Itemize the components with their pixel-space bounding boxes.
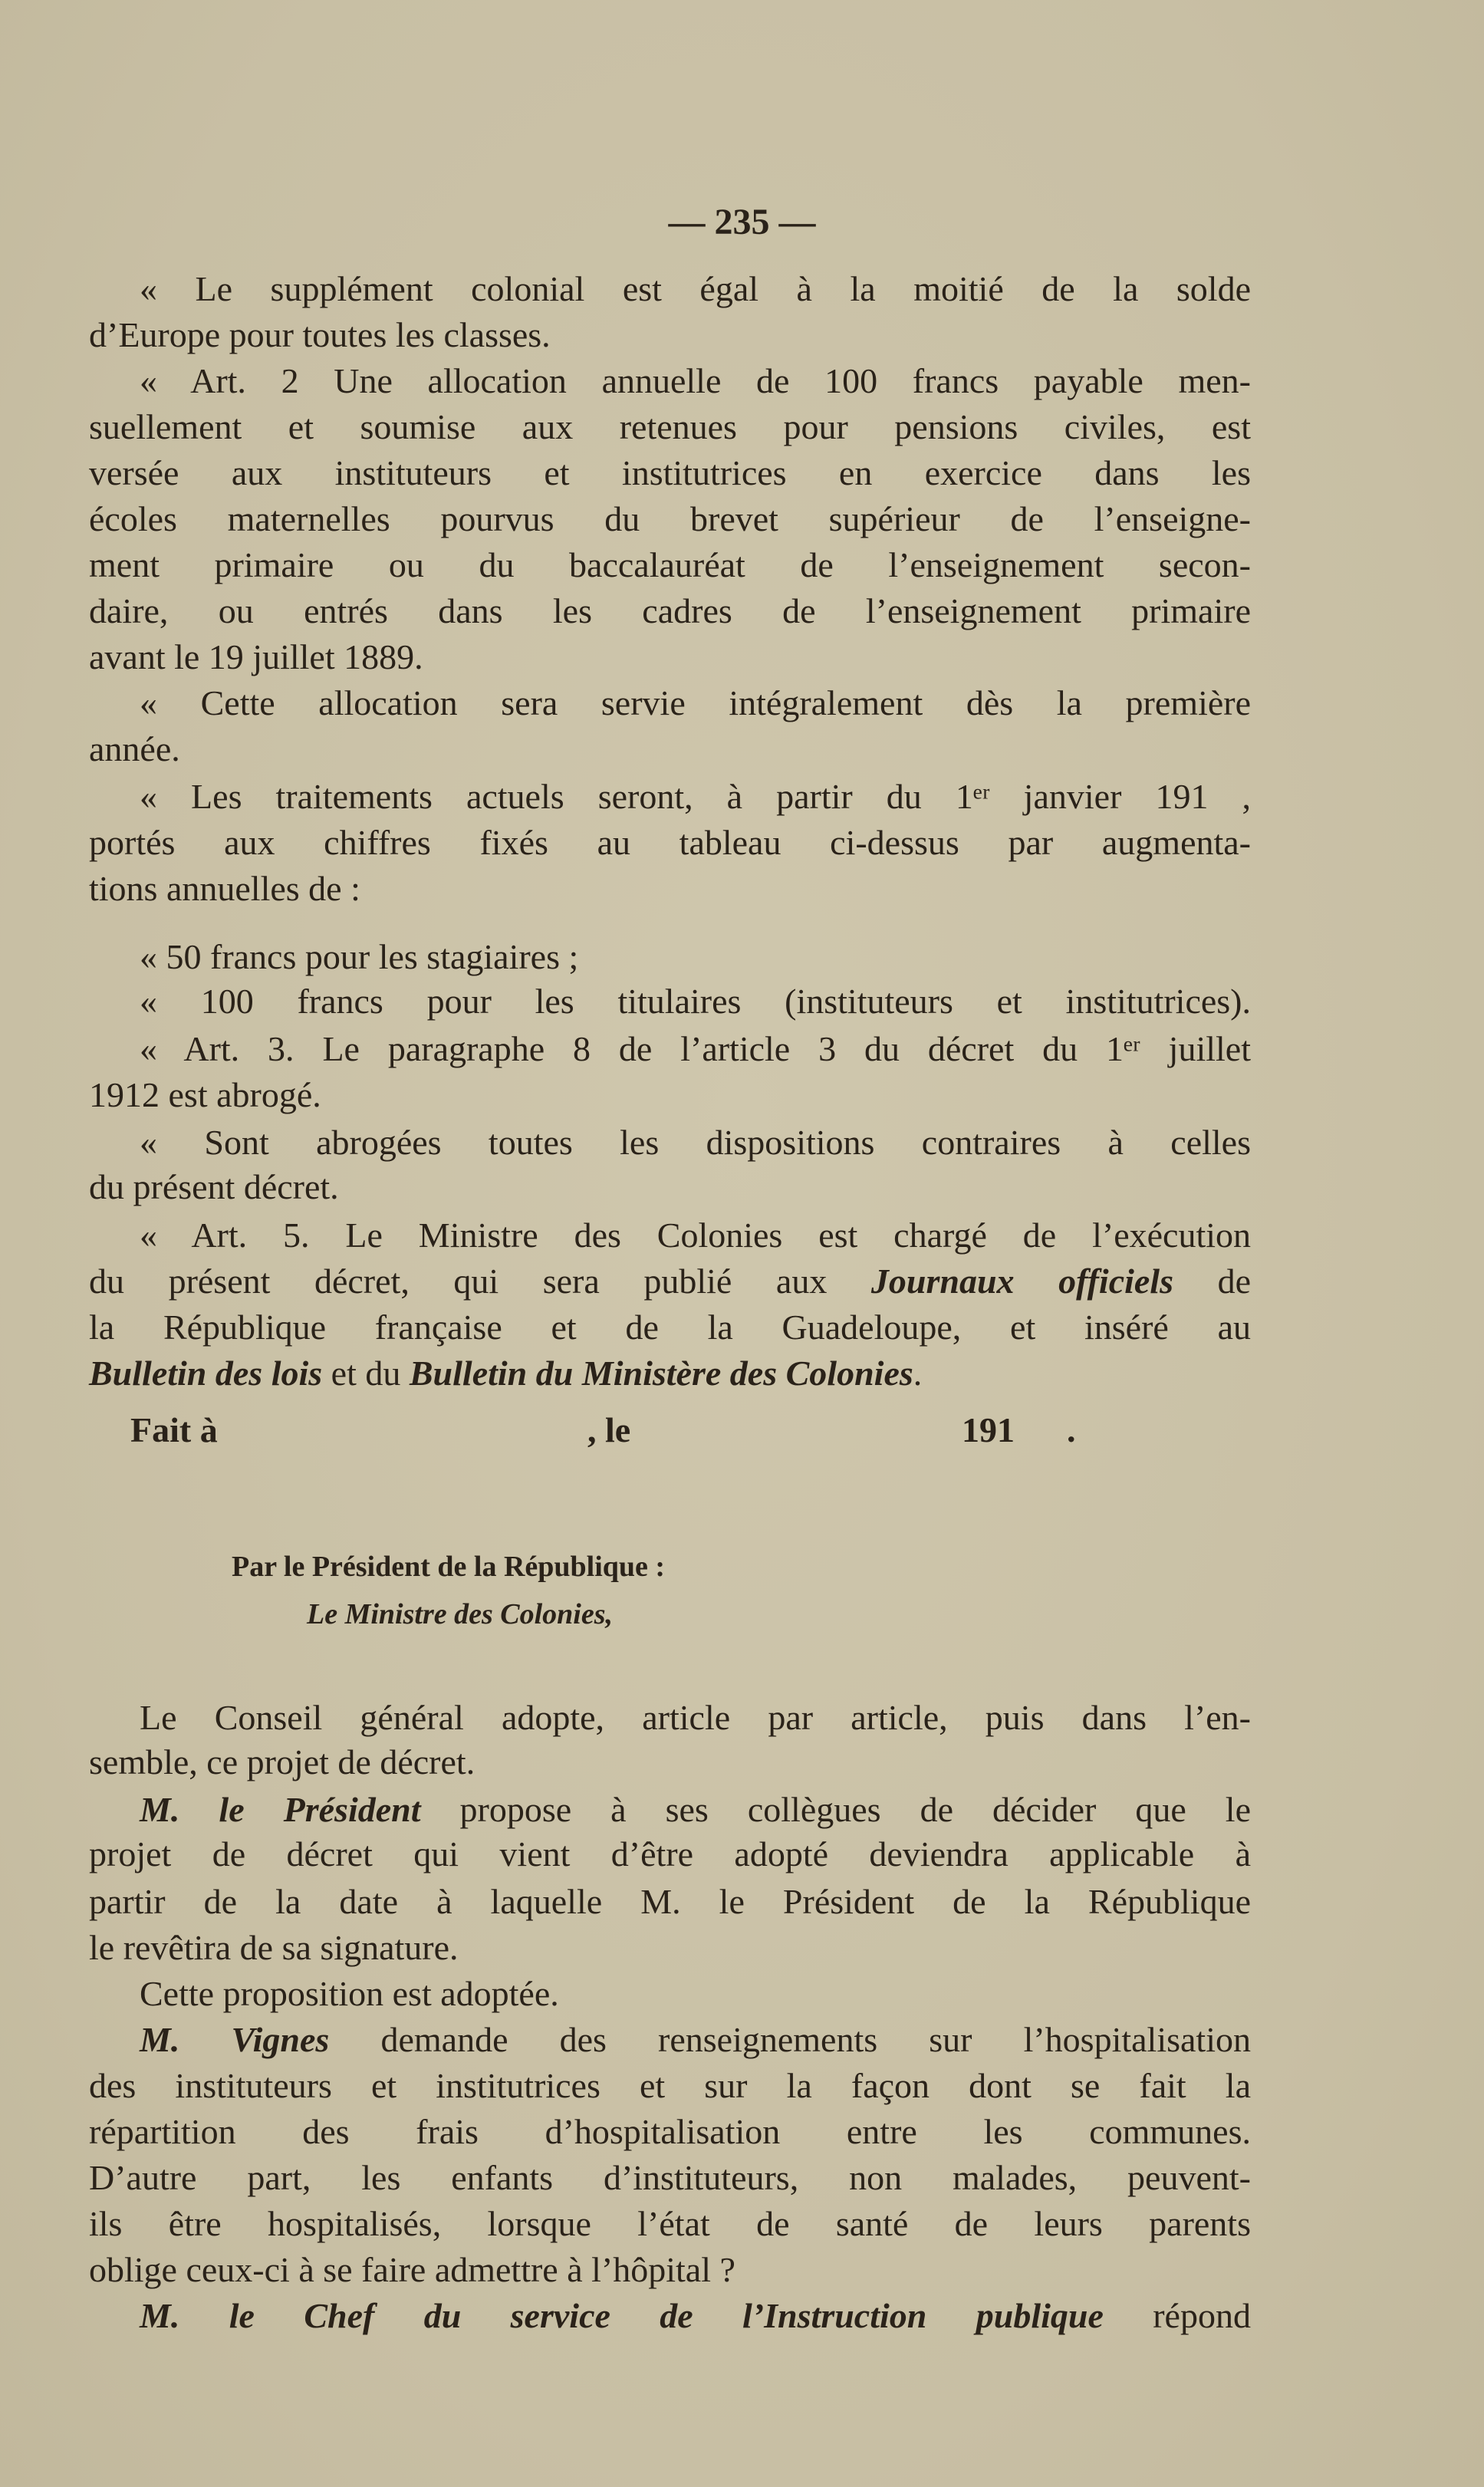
text-segment: « Art. 2 Une allocation annuelle de 100 francs payable men- [140, 361, 1251, 400]
text-line [140, 1028, 1251, 1071]
text-line [89, 590, 1251, 633]
text-line [140, 980, 1251, 1023]
text-line [89, 1926, 1251, 1969]
text-segment: « Art. 5. Le Ministre des Colonies est chargé de l’exécution [140, 1216, 1251, 1255]
text-line [140, 2295, 1251, 2337]
text-line [89, 2156, 1251, 2199]
text-segment: « Cette allocation sera servie intégralement dès la première [140, 683, 1251, 722]
text-line [89, 2202, 1251, 2245]
text-segment: écoles maternelles pourvus du brevet supérieur de l’enseigne- [89, 499, 1251, 538]
text-line [140, 360, 1251, 403]
signature-line [232, 1545, 1394, 1588]
text-segment: du présent décret. [89, 1167, 339, 1206]
text-line [140, 2018, 1251, 2061]
text-line [140, 936, 1251, 979]
italic-segment: Bulletin des lois [89, 1354, 323, 1393]
text-segment: 1912 est abrogé. [89, 1075, 321, 1114]
text-segment: versée aux instituteurs et institutrices en exercice dans les [89, 453, 1251, 492]
text-segment: la République française et de la Guadeloupe, et inséré au [89, 1308, 1251, 1347]
text-segment: D’autre part, les enfants d’instituteurs, non malades, peuvent- [89, 2158, 1251, 2197]
text-line [140, 682, 1251, 725]
text-segment: d’Europe pour toutes les classes. [89, 315, 551, 354]
text-segment: . [913, 1354, 923, 1393]
text-segment: demande des renseignements sur l’hospitalisation [329, 2020, 1251, 2059]
text-segment: daire, ou entrés dans les cadres de l’enseignement primaire [89, 591, 1251, 630]
text-segment: tions annuelles de : [89, 869, 360, 908]
text-segment: et du [322, 1354, 410, 1393]
fait-a-segment: , le [587, 1410, 631, 1449]
italic-segment: M. le Chef du service de l’Instruction publique [140, 2296, 1104, 2335]
italic-segment: Le Ministre des Colonies, [307, 1598, 614, 1630]
text-line [89, 1306, 1251, 1349]
text-line [89, 1833, 1251, 1876]
text-line [89, 821, 1251, 864]
fait-a-segment: Fait à [130, 1410, 218, 1449]
text-segment: année. [89, 729, 180, 768]
text-segment: Cette proposition est adoptée. [140, 1974, 559, 2013]
text-line [140, 1214, 1251, 1257]
text-segment: répond [1103, 2296, 1251, 2335]
text-line [140, 1788, 1251, 1831]
text-segment: propose à ses collègues de décider que le [420, 1790, 1251, 1829]
text-segment: le revêtira de sa signature. [89, 1928, 459, 1967]
italic-segment: Journaux officiels [870, 1262, 1173, 1301]
italic-segment: M. Vignes [140, 2020, 330, 2059]
fait-a-segment: 191 [962, 1410, 1015, 1449]
text-line [140, 775, 1251, 818]
text-segment: Le Conseil général adopte, article par article, puis dans l’en- [140, 1698, 1251, 1737]
text-segment: répartition des frais d’hospitalisation entre les communes. [89, 2112, 1251, 2151]
text-line [89, 867, 1251, 910]
text-segment: du présent décret, qui sera publié aux [89, 1262, 871, 1301]
text-segment: avant le 19 juillet 1889. [89, 637, 423, 676]
text-segment: « Sont abrogées toutes les dispositions contraires à celles [140, 1123, 1251, 1162]
text-line [89, 498, 1251, 541]
text-line [89, 1880, 1251, 1923]
text-segment: partir de la date à laquelle M. le Président de la République [89, 1882, 1251, 1921]
text-line [89, 1352, 1251, 1395]
fait-a-segment: . [1067, 1410, 1076, 1449]
text-segment: ment primaire ou du baccalauréat de l’enseignement secon- [89, 545, 1251, 584]
text-segment: oblige ceux-ci à se faire admettre à l’hôpital ? [89, 2250, 735, 2289]
text-line [140, 1696, 1251, 1739]
text-segment: « 100 francs pour les titulaires (instituteurs et institutrices). [140, 982, 1251, 1021]
text-line [140, 1972, 1251, 2015]
text-segment: Par le Président de la République : [232, 1551, 666, 1583]
text-segment: « 50 francs pour les stagiaires ; [140, 937, 579, 976]
text-line [89, 1074, 1251, 1117]
text-line [89, 406, 1251, 449]
text-segment: « Le supplément colonial est égal à la moitié de la solde [140, 269, 1251, 308]
text-segment: des instituteurs et institutrices et sur la façon dont se fait la [89, 2066, 1251, 2105]
italic-segment: M. le Président [140, 1790, 421, 1829]
text-segment: projet de décret qui vient d’être adopté deviendra applicable à [89, 1834, 1251, 1873]
signature-line [307, 1593, 1469, 1636]
text-segment: « Art. 3. Le paragraphe 8 de l’article 3 du décret du 1ᵉʳ juillet [140, 1029, 1251, 1068]
text-line [89, 2064, 1251, 2107]
text-line [140, 268, 1251, 311]
text-line [89, 544, 1251, 587]
text-line [89, 452, 1251, 495]
italic-segment: Bulletin du Ministère des Colonies [409, 1354, 913, 1393]
text-line [89, 636, 1251, 679]
text-segment: ils être hospitalisés, lorsque l’état de santé de leurs parents [89, 2204, 1251, 2243]
text-line [89, 728, 1251, 771]
text-line [89, 314, 1251, 357]
text-segment: de [1173, 1262, 1251, 1301]
text-line [89, 2248, 1251, 2291]
text-segment: « Les traitements actuels seront, à partir du 1ᵉʳ janvier 191 , [140, 777, 1251, 816]
text-line [89, 1741, 1251, 1784]
text-segment: semble, ce projet de décret. [89, 1742, 475, 1781]
text-line [140, 1121, 1251, 1164]
text-segment: suellement et soumise aux retenues pour pensions civiles, est [89, 407, 1251, 446]
text-line [89, 1166, 1251, 1209]
text-segment: portés aux chiffres fixés au tableau ci-dessus par augmenta- [89, 823, 1251, 862]
text-line [89, 2110, 1251, 2153]
page-number: — 235 — [668, 202, 816, 242]
text-line [89, 1260, 1251, 1303]
